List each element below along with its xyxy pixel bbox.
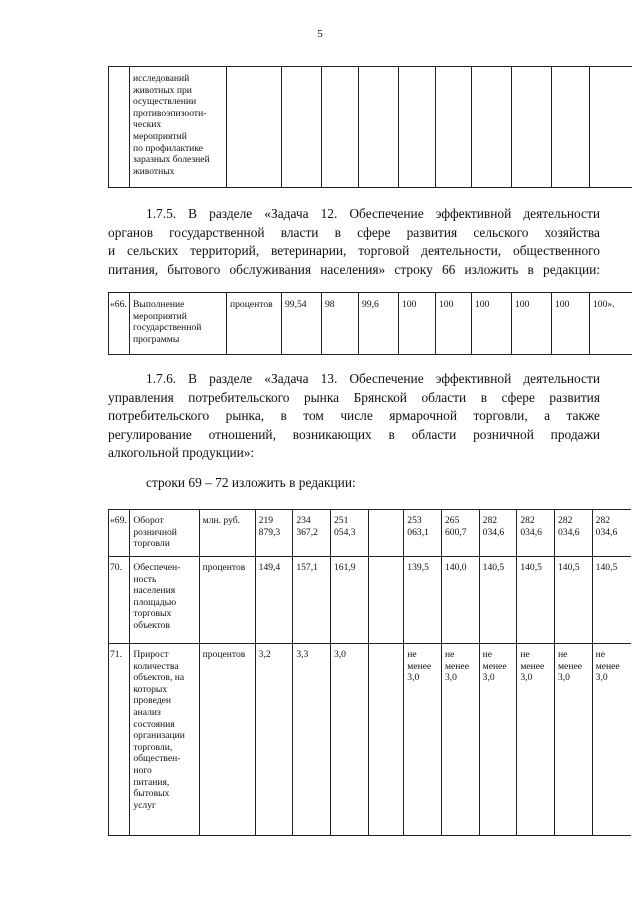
table-row bbox=[109, 510, 632, 557]
value-line: 063,1 bbox=[407, 526, 429, 538]
paragraph-line: и сельских территорий, ветеринарии, торговой деятельности, общественного bbox=[108, 243, 600, 258]
value-line: 161,9 bbox=[333, 562, 356, 573]
value-line: 282 bbox=[520, 515, 535, 526]
cell-line: объектов, на bbox=[133, 672, 185, 684]
paragraph-1-7-5 bbox=[108, 205, 600, 279]
cell-line: Обеспечен- bbox=[133, 562, 181, 573]
value-cell bbox=[441, 644, 479, 836]
value-line: 140,5 bbox=[520, 562, 542, 573]
table-continuation bbox=[108, 66, 632, 188]
value-cell: 100». bbox=[590, 293, 632, 355]
table-row-66 bbox=[108, 292, 632, 355]
paragraph-line: питания, бытового обслуживания населения» строку 66 изложить в редакции: bbox=[108, 261, 600, 277]
cell-line: ческих bbox=[133, 119, 162, 131]
table-cell bbox=[472, 67, 512, 188]
value-line: не bbox=[407, 649, 417, 660]
value-cell bbox=[368, 510, 404, 557]
value-cell bbox=[293, 510, 331, 557]
value-line: 3,0 bbox=[520, 672, 533, 684]
row-number: «66. bbox=[109, 293, 130, 355]
value-cell: 100 bbox=[472, 293, 512, 355]
value-line: 034,6 bbox=[520, 526, 542, 538]
value-cell bbox=[330, 644, 368, 836]
value-cell bbox=[592, 557, 631, 644]
value-cell bbox=[368, 557, 404, 644]
value-cell bbox=[479, 557, 517, 644]
rows-intro bbox=[108, 474, 600, 493]
value-cell: 100 bbox=[552, 293, 590, 355]
value-cell: 100 bbox=[512, 293, 552, 355]
cell-line: питания, bbox=[133, 776, 170, 788]
value-line: 157,1 bbox=[296, 562, 318, 573]
cell-line: ность bbox=[133, 573, 157, 585]
row-name bbox=[130, 510, 199, 557]
value-line: 3,0 bbox=[444, 672, 457, 684]
value-cell: 100 bbox=[399, 293, 436, 355]
cell-line: торговли, bbox=[133, 741, 173, 753]
value-line: 140,0 bbox=[444, 562, 467, 573]
row-unit: процентов bbox=[227, 293, 282, 355]
row-name bbox=[130, 293, 227, 355]
cell-line: животных при bbox=[133, 84, 192, 96]
value-line: не bbox=[444, 649, 455, 660]
value-cell: 99,54 bbox=[282, 293, 322, 355]
cell-line: анализ bbox=[133, 706, 161, 718]
value-cell bbox=[517, 644, 555, 836]
value-line: 140,5 bbox=[557, 562, 580, 573]
cell-line: объектов bbox=[133, 619, 170, 631]
value-line: 253 bbox=[407, 515, 422, 526]
cell-line: мероприятий bbox=[133, 310, 187, 322]
value-cell bbox=[592, 644, 631, 836]
cell-line: которых bbox=[133, 683, 168, 695]
value-cell bbox=[368, 644, 404, 836]
table-cell bbox=[109, 67, 130, 188]
value-line: 600,7 bbox=[444, 526, 467, 538]
cell-line: животных bbox=[133, 165, 175, 177]
paragraph-line: потребительского рынка, в том числе ярмарочной торговли, а также bbox=[108, 408, 600, 423]
cell-line: бытовых bbox=[133, 788, 170, 800]
cell-line: противоэпизооти- bbox=[133, 107, 207, 119]
value-line: 3,0 bbox=[595, 672, 608, 684]
cell-line: мероприятий bbox=[133, 130, 187, 142]
value-line: 034,6 bbox=[557, 526, 580, 538]
value-cell bbox=[255, 557, 293, 644]
table-cell bbox=[399, 67, 436, 188]
value-line: 139,5 bbox=[407, 562, 429, 573]
value-line: не bbox=[520, 649, 530, 660]
value-line: не bbox=[482, 649, 493, 660]
cell-line: количества bbox=[133, 660, 179, 672]
cell-line: торговли bbox=[133, 538, 170, 550]
value-line: 234 bbox=[296, 515, 311, 526]
paragraph-1-7-6 bbox=[108, 370, 600, 463]
value-cell bbox=[330, 510, 368, 557]
table-cell bbox=[590, 67, 632, 188]
value-line: 879,3 bbox=[258, 526, 281, 538]
table-cell bbox=[227, 67, 282, 188]
value-cell bbox=[517, 510, 555, 557]
value-line: 219 bbox=[258, 515, 274, 526]
paragraph-line: 1.7.6. В разделе «Задача 13. Обеспечение эффективной деятельности bbox=[146, 371, 600, 386]
value-line: 282 bbox=[595, 515, 611, 526]
cell-line: программы bbox=[133, 333, 180, 345]
value-line: не bbox=[595, 649, 606, 660]
value-line: менее bbox=[595, 660, 620, 672]
cell-line: Прирост bbox=[133, 649, 169, 660]
cell-line: проведен bbox=[133, 695, 171, 707]
paragraph-line: алкогольной продукции»: bbox=[108, 445, 255, 460]
row-number: 71. bbox=[109, 644, 130, 836]
table-row bbox=[109, 644, 632, 836]
value-line: менее bbox=[482, 660, 507, 672]
table-cell bbox=[512, 67, 552, 188]
value-cell bbox=[479, 644, 517, 836]
value-line: 140,5 bbox=[482, 562, 505, 573]
value-line: 251 bbox=[333, 515, 349, 526]
value-cell bbox=[441, 557, 479, 644]
paragraph-line: регулирование отношений, возникающих в области розничной продажи bbox=[108, 426, 600, 442]
value-line: 149,4 bbox=[258, 562, 281, 573]
table-cell bbox=[322, 67, 359, 188]
table-row bbox=[109, 557, 632, 644]
table-cell bbox=[552, 67, 590, 188]
cell-line: осуществлении bbox=[133, 96, 197, 108]
table-cell bbox=[282, 67, 322, 188]
cell-line: организации bbox=[133, 730, 185, 742]
value-cell bbox=[255, 644, 293, 836]
cell-line: состояния bbox=[133, 718, 175, 730]
cell-line: населения bbox=[133, 585, 176, 597]
value-line: 034,6 bbox=[595, 526, 618, 538]
cell-line: исследований bbox=[133, 73, 190, 84]
value-line: 054,3 bbox=[333, 526, 356, 538]
table-cell bbox=[359, 67, 399, 188]
value-line: менее bbox=[444, 660, 469, 672]
value-line: 282 bbox=[557, 515, 573, 526]
value-cell bbox=[293, 644, 331, 836]
paragraph-line: 1.7.5. В разделе «Задача 12. Обеспечение эффективной деятельности bbox=[146, 206, 600, 221]
value-line: 3,0 bbox=[557, 672, 570, 684]
value-line: менее bbox=[520, 660, 545, 672]
value-line: 367,2 bbox=[296, 526, 318, 538]
row-number: «69. bbox=[109, 510, 130, 557]
value-cell bbox=[404, 644, 442, 836]
row-unit: процентов bbox=[199, 644, 255, 836]
value-line: 3,2 bbox=[258, 649, 271, 660]
value-line: 3,0 bbox=[482, 672, 495, 684]
value-cell bbox=[554, 510, 592, 557]
value-line: 3,0 bbox=[333, 649, 346, 660]
cell-line: розничной bbox=[133, 526, 177, 538]
value-line: 265 bbox=[444, 515, 460, 526]
value-cell bbox=[441, 510, 479, 557]
value-cell bbox=[293, 557, 331, 644]
row-name bbox=[130, 644, 199, 836]
paragraph-line: органов государственной власти в сфере развития сельского хозяйства bbox=[108, 224, 600, 240]
cell-line: заразных болезней bbox=[133, 154, 210, 166]
cell-line: торговых bbox=[133, 608, 172, 620]
row-number: 70. bbox=[109, 557, 130, 644]
cell-line: ного bbox=[133, 764, 152, 776]
value-line: 3,0 bbox=[407, 672, 420, 684]
value-cell bbox=[517, 557, 555, 644]
value-cell: 98 bbox=[322, 293, 359, 355]
cell-line: услуг bbox=[133, 799, 156, 811]
table-cell bbox=[436, 67, 472, 188]
value-cell bbox=[404, 557, 442, 644]
value-line: 3,3 bbox=[296, 649, 309, 660]
cell-line: государственной bbox=[133, 322, 202, 334]
value-cell bbox=[479, 510, 517, 557]
value-line: 034,6 bbox=[482, 526, 505, 538]
cell-line: по профилактике bbox=[133, 142, 203, 154]
cell-line: площадью bbox=[133, 596, 177, 608]
page-number: 5 bbox=[317, 28, 323, 40]
value-cell: 99,6 bbox=[359, 293, 399, 355]
cell-line: Выполнение bbox=[133, 299, 185, 310]
value-cell bbox=[554, 644, 592, 836]
value-cell bbox=[592, 510, 631, 557]
row-unit: процентов bbox=[199, 557, 255, 644]
value-cell bbox=[330, 557, 368, 644]
row-name bbox=[130, 557, 199, 644]
cell-line: обществен- bbox=[133, 753, 181, 765]
paragraph-line: управления потребительского рынка Брянской области в сфере развития bbox=[108, 389, 600, 405]
table-rows-69-72 bbox=[108, 509, 631, 836]
cell-line: Оборот bbox=[133, 515, 164, 526]
value-line: менее bbox=[407, 660, 432, 672]
value-line: 140,5 bbox=[595, 562, 618, 573]
table-cell-name bbox=[130, 67, 227, 188]
value-line: не bbox=[557, 649, 568, 660]
value-cell: 100 bbox=[436, 293, 472, 355]
value-line: менее bbox=[557, 660, 582, 672]
row-unit: млн. руб. bbox=[199, 510, 255, 557]
value-cell bbox=[404, 510, 442, 557]
value-cell bbox=[554, 557, 592, 644]
rows-intro-text: строки 69 – 72 изложить в редакции: bbox=[146, 475, 356, 490]
value-cell bbox=[255, 510, 293, 557]
value-line: 282 bbox=[482, 515, 498, 526]
